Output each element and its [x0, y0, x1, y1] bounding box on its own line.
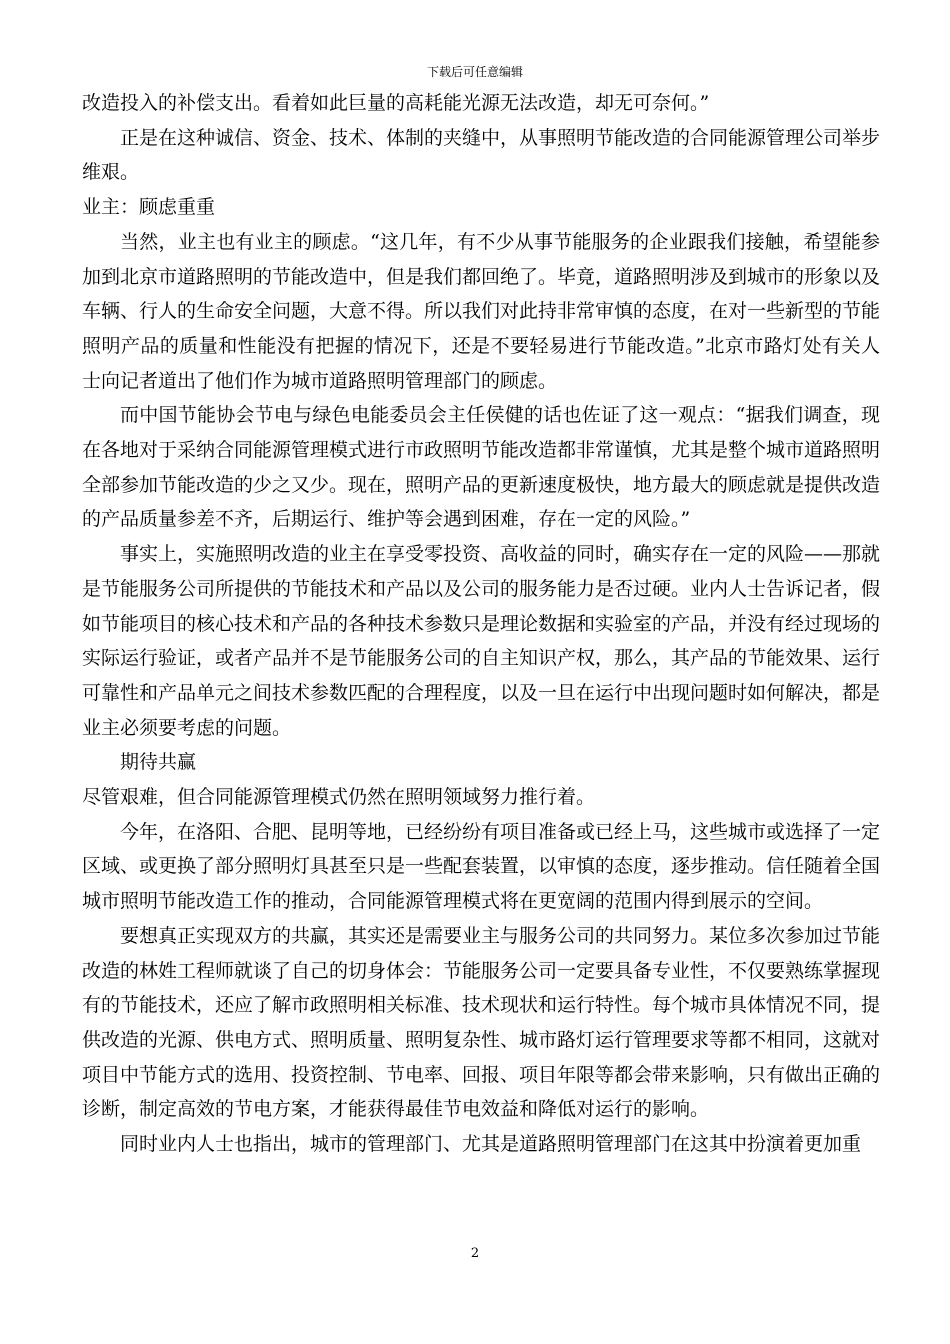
paragraph: 正是在这种诚信、资金、技术、体制的夹缝中，从事照明节能改造的合同能源管理公司举步维艰。 — [82, 126, 881, 184]
paragraph: 当然，业主也有业主的顾虑。“这几年，有不少从事节能服务的企业跟我们接触，希望能参加到北京市道路照明的节能改造中，但是我们都回绝了。毕竟，道路照明涉及到城市的形象以及车辆、行人的生命安全问题，大意不得。所以我们对此持非常审慎的态度，在对一些新型的节能照明产品的质量和性能没有把握的情况下，还是不要轻易进行节能改造。”北京市路灯处有关人士向记者道出了他们作为城市道路照明管理部门的顾虑。 — [82, 230, 881, 392]
paragraph: 事实上，实施照明改造的业主在享受零投资、高收益的同时，确实存在一定的风险——那就是节能服务公司所提供的节能技术和产品以及公司的服务能力是否过硬。业内人士告诉记者，假如节能项目的核心技术和产品的各种技术参数只是理论数据和实验室的产品，并没有经过现场的实际运行验证，或者产品并不是节能服务公司的自主知识产权，那么，其产品的节能效果、运行可靠性和产品单元之间技术参数匹配的合理程度，以及一旦在运行中出现问题时如何解决，都是业主必须要考虑的问题。 — [82, 543, 881, 739]
paragraph: 而中国节能协会节电与绿色电能委员会主任侯健的话也佐证了这一观点：“据我们调查，现在各地对于采纳合同能源管理模式进行市政照明节能改造都非常谨慎，尤其是整个城市道路照明全部参加节能改造的少之又少。现在，照明产品的更新速度极快，地方最大的顾虑就是提供改造的产品质量参差不齐，后期运行、维护等会遇到困难，存在一定的风险。” — [82, 404, 881, 531]
section-heading: 业主：顾虑重重 — [82, 196, 216, 219]
paragraph: 今年，在洛阳、合肥、昆明等地，已经纷纷有项目准备或已经上马，这些城市或选择了一定区域、或更换了部分照明灯具甚至只是一些配套装置，以审慎的态度，逐步推动。信任随着全国城市照明节能改造工作的推动，合同能源管理模式将在更宽阔的范围内得到展示的空间。 — [82, 820, 881, 913]
document-body — [82, 86, 880, 1162]
page-header: 下载后可任意编辑 — [426, 65, 523, 79]
section-heading: 期待共赢 — [120, 751, 197, 774]
paragraph-truncated: 同时业内人士也指出，城市的管理部门、尤其是道路照明管理部门在这其中扮演着更加重 — [120, 1133, 862, 1156]
page-number: 2 — [470, 1246, 480, 1261]
paragraph: 尽管艰难，但合同能源管理模式仍然在照明领域努力推行着。 — [82, 786, 596, 809]
paragraph: 要想真正实现双方的共赢，其实还是需要业主与服务公司的共同努力。某位多次参加过节能改造的林姓工程师就谈了自己的切身体会：节能服务公司一定要具备专业性，不仅要熟练掌握现有的节能技术，还应了解市政照明相关标准、技术现状和运行特性。每个城市具体情况不同，提供改造的光源、供电方式、照明质量、照明复杂性、城市路灯运行管理要求等都不相同，这就对项目中节能方式的选用、投资控制、节电率、回报、项目年限等都会带来影响，只有做出正确的诊断，制定高效的节电方案，才能获得最佳节电效益和降低对运行的影响。 — [82, 924, 881, 1121]
paragraph-continuation: 改造投入的补偿支出。看着如此巨量的高耗能光源无法改造，却无可奈何。” — [82, 92, 710, 114]
